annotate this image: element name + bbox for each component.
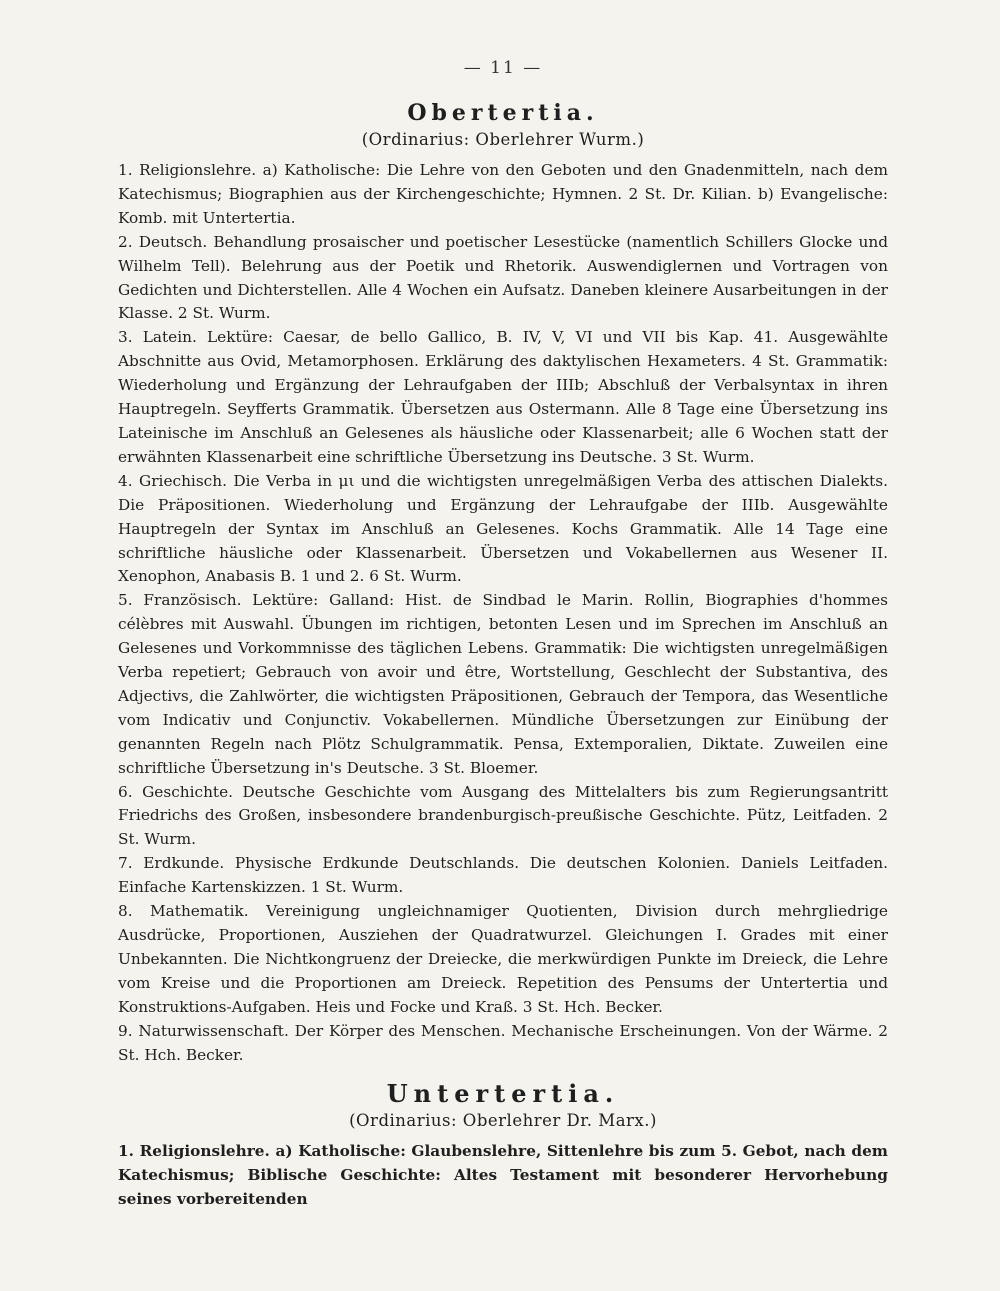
paragraph-deutsch: 2. Deutsch. Behandlung prosaischer und poetischer Lesestücke (namentlich Schillers Glocke und Wilhelm Tell). Belehrung aus der Poetik und Rhetorik. Auswendiglernen und Vortragen von Gedichten und Dichterstellen. Alle 4 Wochen ein Aufsatz. Daneben kleinere Ausarbeitungen in der Klasse. 2 St. Wurm.: [118, 232, 888, 323]
paragraph-geschichte: 6. Geschichte. Deutsche Geschichte vom Ausgang des Mittelalters bis zum Regierungsantritt Friedrichs des Großen, insbesondere brandenburgisch-preußische Geschichte. Pütz, Leitfaden. 2 St. Wurm.: [118, 782, 888, 849]
paragraph-religionslehre: 1. Religionslehre. a) Katholische: Die Lehre von den Geboten und den Gnadenmitteln, nach dem Katechismus; Biographien aus der Kirchengeschichte; Hymnen. 2 St. Dr. Kilian. b) Evangelische: Komb. mit Untertertia.: [118, 161, 888, 227]
paragraph-latein: 3. Latein. Lektüre: Caesar, de bello Gallico, B. IV, V, VI und VII bis Kap. 41. Ausgewählte Abschnitte aus Ovid, Metamorphosen. Erklärung des daktylischen Hexameters. 4 St. Grammatik: Wiederholung und Ergänzung der Lehraufgaben der IIIb; Abschluß der Verbalsyntax in ihren Hauptregeln. Seyfferts Grammatik. Übersetzen aus Ostermann. Alle 8 Tage eine Übersetzung ins Lateinische im Anschluß an Gelesenes als häusliche oder Klassenarbeit; alle 6 Wochen statt der erwähnten Klassenarbeit eine schriftliche Übersetzung ins Deutsche. 3 St. Wurm.: [118, 328, 888, 466]
section-subtitle-untertertia: (Ordinarius: Oberlehrer Dr. Marx.): [349, 1111, 657, 1131]
section-untertertia: [118, 1079, 888, 1212]
section-title-untertertia: Untertertia.: [386, 1079, 620, 1109]
page-number: — 11 —: [463, 58, 543, 78]
section-subtitle-obertertia: (Ordinarius: Oberlehrer Wurm.): [361, 130, 645, 149]
paragraph-griechisch: 4. Griechisch. Die Verba in μι und die wichtigsten unregelmäßigen Verba des attischen Dialekts. Die Präpositionen. Wiederholung und Ergänzung der Lehraufgabe der IIIb. Ausgewählte Hauptregeln der Syntax im Anschluß an Gelesenes. Kochs Grammatik. Alle 14 Tage eine schriftliche häusliche oder Klassenarbeit. Übersetzen und Vokabellernen aus Wesener II. Xenophon, Anabasis B. 1 und 2. 6 St. Wurm.: [118, 471, 888, 586]
paragraph-franzoesisch: 5. Französisch. Lektüre: Galland: Hist. de Sindbad le Marin. Rollin, Biographies d'hommes célèbres mit Auswahl. Übungen im richtigen, betonten Lesen und im Sprechen im Anschluß an Gelesenes und Vorkommnisse des täglichen Lebens. Grammatik: Die wichtigsten unregelmäßigen Verba repetiert; Gebrauch von avoir und être, Wortstellung, Geschlecht der Substantiva, des Adjectivs, die Zahlwörter, die wichtigsten Präpositionen, Gebrauch der Tempora, das Wesentliche vom Indicativ und Conjunctiv. Vokabellernen. Mündliche Übersetzungen zur Einübung der genannten Regeln nach Plötz Schulgrammatik. Pensa, Extemporalien, Diktate. Zuweilen eine schriftliche Übersetzung in's Deutsche. 3 St. Bloemer.: [118, 591, 888, 777]
document-page: [118, 58, 888, 1212]
paragraph-religionslehre-untertertia: 1. Religionslehre. a) Katholische: Glaubenslehre, Sittenlehre bis zum 5. Gebot, nach dem Katechismus; Biblische Geschichte: Altes Testament mit besonderer Hervorhebung seines vorbereitenden: [118, 1142, 888, 1209]
paragraph-mathematik: 8. Mathematik. Vereinigung ungleichnamiger Quotienten, Division durch mehrgliedrige Ausdrücke, Proportionen, Ausziehen der Quadratwurzel. Gleichungen I. Grades mit einer Unbekannten. Die Nichtkongruenz der Dreiecke, die merkwürdigen Punkte im Dreieck, die Lehre vom Kreise und die Proportionen am Dreieck. Repetition des Pensums der Untertertia und Konstruktions-Aufgaben. Heis und Focke und Kraß. 3 St. Hch. Becker.: [118, 902, 888, 1016]
paragraph-naturwissenschaft: 9. Naturwissenschaft. Der Körper des Menschen. Mechanische Erscheinungen. Von der Wärme. 2 St. Hch. Becker.: [118, 1021, 888, 1064]
section-obertertia: [118, 98, 888, 1067]
paragraph-erdkunde: 7. Erdkunde. Physische Erdkunde Deutschlands. Die deutschen Kolonien. Daniels Leitfaden. Einfache Kartenskizzen. 1 St. Wurm.: [118, 854, 888, 897]
section-title-obertertia: Obertertia.: [407, 100, 599, 126]
